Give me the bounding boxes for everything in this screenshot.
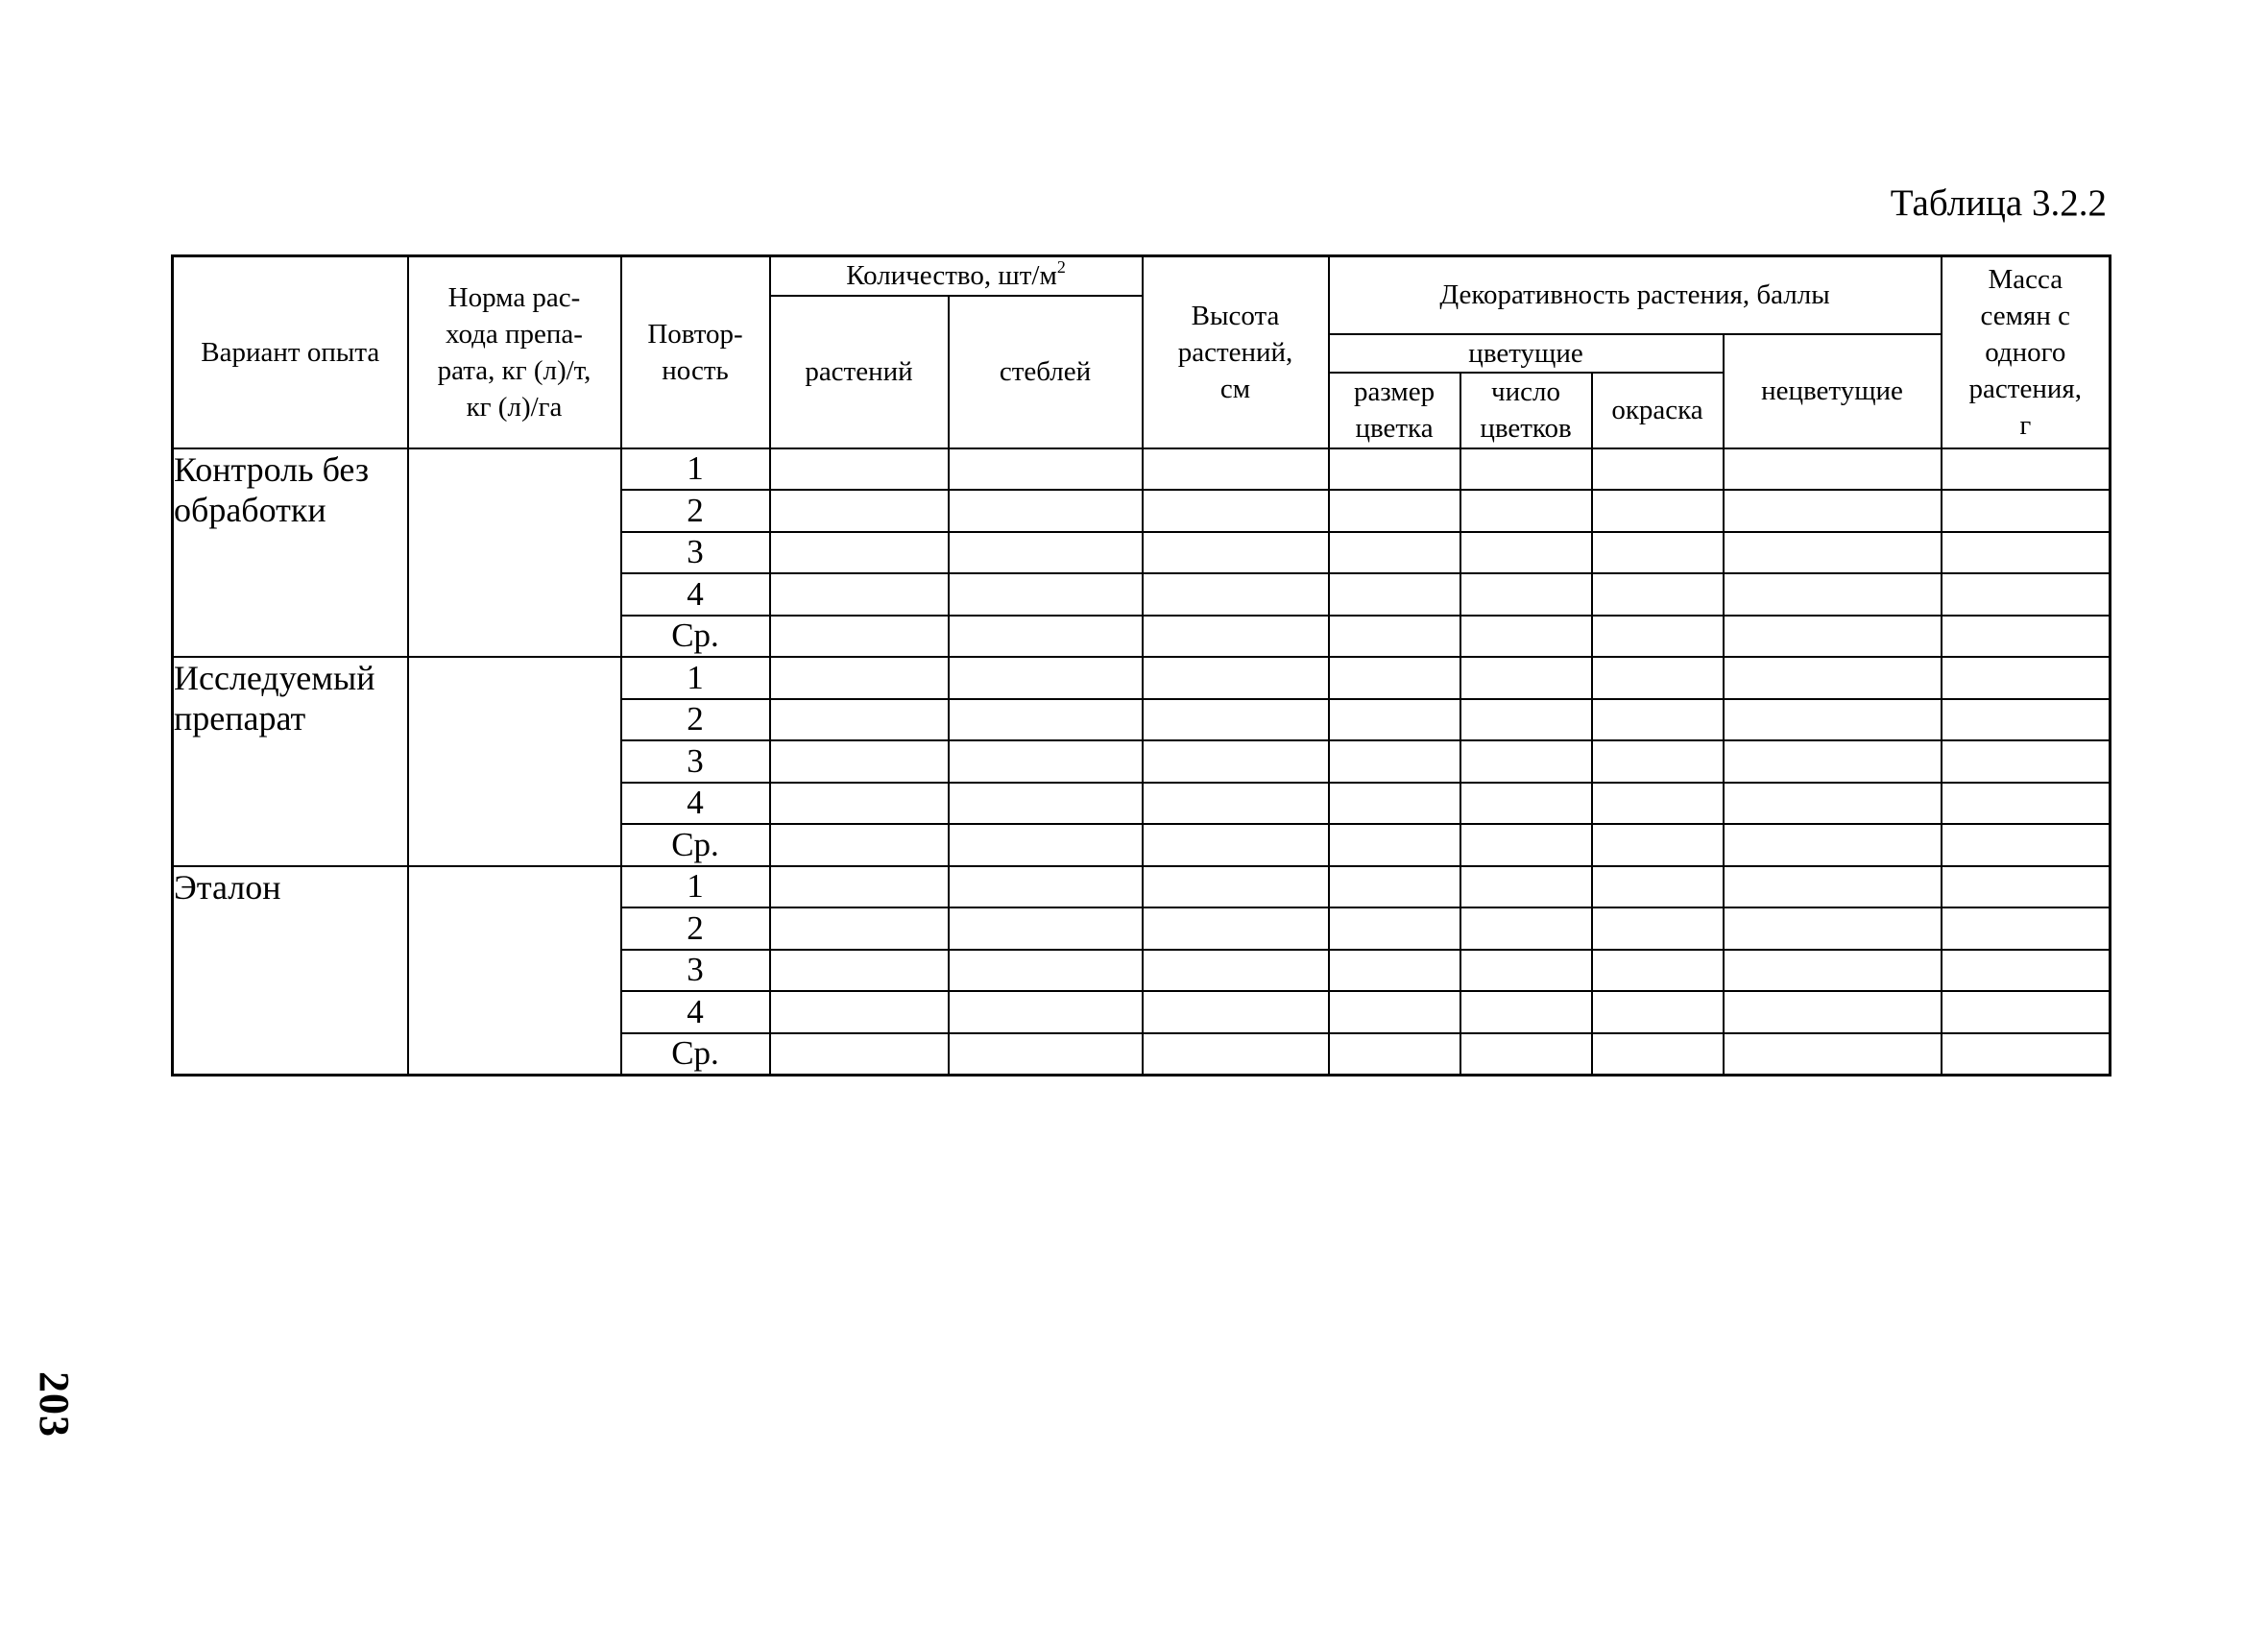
data-cell	[949, 991, 1143, 1033]
data-cell	[1460, 448, 1592, 491]
table-caption: Таблица 3.2.2	[1890, 182, 2107, 224]
data-cell	[1329, 657, 1460, 699]
data-cell	[1143, 657, 1329, 699]
data-cell	[770, 824, 949, 866]
data-cell	[1329, 866, 1460, 908]
data-cell	[1143, 573, 1329, 616]
data-cell	[1942, 783, 2111, 825]
header-height: Высота растений, см	[1143, 256, 1329, 448]
variant-cell: Исследуемый препарат	[173, 657, 408, 866]
data-cell	[1592, 824, 1724, 866]
data-cell	[949, 783, 1143, 825]
variant-cell: Контроль без обработки	[173, 448, 408, 658]
data-cell	[949, 573, 1143, 616]
data-cell	[949, 950, 1143, 992]
repeat-cell: 3	[621, 740, 770, 783]
data-cell	[1460, 991, 1592, 1033]
data-cell	[1592, 490, 1724, 532]
data-cell	[1592, 616, 1724, 658]
data-cell	[1942, 950, 2111, 992]
data-cell	[1942, 866, 2111, 908]
data-cell	[1460, 740, 1592, 783]
data-cell	[1592, 532, 1724, 574]
data-cell	[949, 1033, 1143, 1076]
data-cell	[1460, 950, 1592, 992]
data-cell	[1329, 783, 1460, 825]
repeat-cell: 4	[621, 991, 770, 1033]
data-cell	[1460, 824, 1592, 866]
data-cell	[949, 657, 1143, 699]
data-cell	[770, 532, 949, 574]
header-stems: стеблей	[949, 296, 1143, 448]
data-cell	[1724, 616, 1942, 658]
data-cell	[949, 490, 1143, 532]
data-cell	[770, 616, 949, 658]
repeat-cell: 2	[621, 699, 770, 741]
data-cell	[1724, 699, 1942, 741]
data-cell	[1724, 824, 1942, 866]
data-cell	[770, 740, 949, 783]
data-cell	[1592, 783, 1724, 825]
data-cell	[1329, 991, 1460, 1033]
repeat-cell: 3	[621, 532, 770, 574]
data-cell	[1143, 950, 1329, 992]
data-cell	[1329, 490, 1460, 532]
table-row	[173, 866, 2111, 908]
data-cell	[1329, 616, 1460, 658]
data-cell	[949, 824, 1143, 866]
data-cell	[1329, 699, 1460, 741]
data-cell	[1460, 699, 1592, 741]
data-cell	[1724, 573, 1942, 616]
header-color: окраска	[1592, 373, 1724, 448]
data-cell	[949, 740, 1143, 783]
data-cell	[1143, 490, 1329, 532]
data-cell	[1460, 907, 1592, 950]
data-cell	[770, 783, 949, 825]
table-row	[173, 657, 2111, 699]
data-cell	[1942, 448, 2111, 491]
data-cell	[1942, 907, 2111, 950]
repeat-cell: 1	[621, 866, 770, 908]
norm-cell	[408, 657, 621, 866]
data-cell	[1460, 616, 1592, 658]
data-cell	[770, 866, 949, 908]
repeat-cell: 4	[621, 783, 770, 825]
data-cell	[1329, 824, 1460, 866]
data-cell	[1592, 573, 1724, 616]
variant-cell: Эталон	[173, 866, 408, 1076]
data-cell	[770, 991, 949, 1033]
data-cell	[1942, 616, 2111, 658]
header-flower-size: размер цветка	[1329, 373, 1460, 448]
data-cell	[1592, 657, 1724, 699]
data-cell	[1942, 699, 2111, 741]
data-cell	[1329, 448, 1460, 491]
data-cell	[1942, 740, 2111, 783]
data-cell	[1329, 740, 1460, 783]
data-cell	[1724, 991, 1942, 1033]
data-cell	[1143, 824, 1329, 866]
data-cell	[949, 616, 1143, 658]
norm-cell	[408, 866, 621, 1076]
table-row	[173, 448, 2111, 491]
header-plants: растений	[770, 296, 949, 448]
repeat-cell: Ср.	[621, 1033, 770, 1076]
data-cell	[1460, 657, 1592, 699]
data-cell	[1329, 907, 1460, 950]
data-cell	[1724, 490, 1942, 532]
data-cell	[1724, 1033, 1942, 1076]
data-cell	[1592, 1033, 1724, 1076]
data-cell	[1143, 907, 1329, 950]
data-cell	[1460, 866, 1592, 908]
repeat-cell: 1	[621, 448, 770, 491]
data-cell	[1724, 783, 1942, 825]
data-cell	[1942, 824, 2111, 866]
data-cell	[1592, 907, 1724, 950]
data-cell	[1460, 532, 1592, 574]
data-cell	[1329, 1033, 1460, 1076]
norm-cell	[408, 448, 621, 658]
data-cell	[1592, 950, 1724, 992]
data-cell	[1942, 1033, 2111, 1076]
data-cell	[1592, 866, 1724, 908]
repeat-cell: 1	[621, 657, 770, 699]
data-cell	[1724, 740, 1942, 783]
header-quantity: Количество, $шт/м^2$	[770, 256, 1143, 296]
data-cell	[949, 448, 1143, 491]
repeat-cell: 3	[621, 950, 770, 992]
data-cell	[1143, 699, 1329, 741]
data-cell	[1143, 532, 1329, 574]
data-cell	[949, 866, 1143, 908]
data-cell	[1942, 532, 2111, 574]
data-cell	[1724, 866, 1942, 908]
data-cell	[1724, 532, 1942, 574]
repeat-cell: 2	[621, 907, 770, 950]
data-cell	[949, 699, 1143, 741]
data-cell	[1143, 991, 1329, 1033]
experiment-table	[171, 254, 2111, 1077]
data-cell	[1460, 573, 1592, 616]
data-cell	[1592, 991, 1724, 1033]
data-cell	[949, 907, 1143, 950]
data-cell	[949, 532, 1143, 574]
data-cell	[770, 950, 949, 992]
data-cell	[1143, 740, 1329, 783]
repeat-cell: Ср.	[621, 824, 770, 866]
data-cell	[770, 1033, 949, 1076]
header-decor: Декоративность растения, баллы	[1329, 256, 1942, 334]
data-cell	[1942, 490, 2111, 532]
data-cell	[1592, 699, 1724, 741]
header-flower-count: число цветков	[1460, 373, 1592, 448]
data-cell	[770, 907, 949, 950]
data-cell	[1592, 448, 1724, 491]
data-cell	[1143, 783, 1329, 825]
table-body	[173, 448, 2111, 1076]
data-cell	[1724, 907, 1942, 950]
header-variant: Вариант опыта	[173, 256, 408, 448]
data-cell	[1942, 657, 2111, 699]
header-mass: Масса семян с одного растения, г	[1942, 256, 2111, 448]
data-cell	[770, 699, 949, 741]
data-cell	[1460, 1033, 1592, 1076]
data-cell	[1724, 448, 1942, 491]
repeat-cell: 4	[621, 573, 770, 616]
data-cell	[1329, 950, 1460, 992]
data-cell	[770, 573, 949, 616]
header-norm: Норма рас- хода препа- рата, кг (л)/т, кг (л)/га	[408, 256, 621, 448]
data-cell	[1592, 740, 1724, 783]
data-cell	[770, 657, 949, 699]
data-cell	[1460, 490, 1592, 532]
page-number: 203	[31, 1371, 78, 1438]
header-flowering: цветущие	[1329, 334, 1724, 373]
data-cell	[1329, 573, 1460, 616]
data-cell	[770, 448, 949, 491]
data-cell	[770, 490, 949, 532]
data-cell	[1143, 448, 1329, 491]
data-cell	[1942, 573, 2111, 616]
data-cell	[1724, 950, 1942, 992]
data-cell	[1143, 1033, 1329, 1076]
data-cell	[1460, 783, 1592, 825]
data-cell	[1329, 532, 1460, 574]
data-cell	[1143, 866, 1329, 908]
data-cell	[1724, 657, 1942, 699]
data-cell	[1143, 616, 1329, 658]
repeat-cell: 2	[621, 490, 770, 532]
data-cell	[1942, 991, 2111, 1033]
repeat-cell: Ср.	[621, 616, 770, 658]
header-nonflowering: нецветущие	[1724, 334, 1942, 448]
header-repeat: Повтор- ность	[621, 256, 770, 448]
